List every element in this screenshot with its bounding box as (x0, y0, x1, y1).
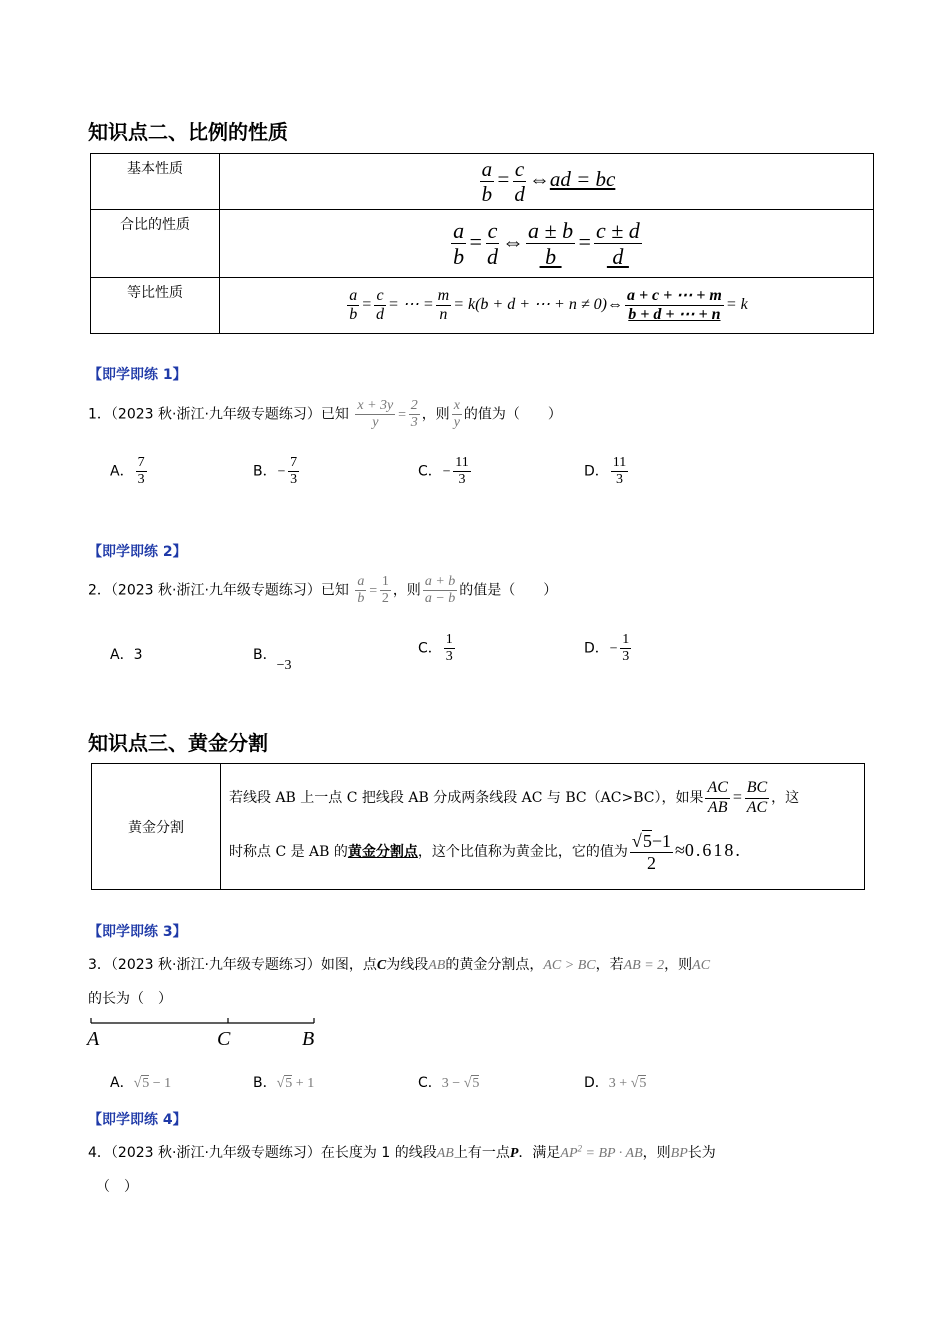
exercise2-option-b[interactable]: B．−3 (253, 647, 292, 673)
point-label-b: B (302, 1028, 315, 1050)
exercise3-option-d[interactable]: D．3 + √5 (584, 1075, 647, 1091)
exercise3-option-a[interactable]: A．√5 − 1 (110, 1075, 172, 1091)
point-label-c: C (217, 1028, 231, 1050)
exercise3-question-line2: 的长为（ ） (88, 991, 172, 1007)
exercise1-tag: 【即学即练 1】 (88, 367, 187, 383)
row-label-equal: 等比性质 (91, 278, 220, 334)
exercise4-tag: 【即学即练 4】 (88, 1112, 187, 1128)
golden-section-label: 黄金分割 (92, 764, 221, 890)
point-label-a: A (87, 1028, 100, 1050)
exercise1-option-b[interactable]: B．− $\frac{7}{3}$ (253, 455, 298, 488)
row-label-basic: 基本性质 (91, 154, 220, 210)
golden-section-definition: 若线段 AB 上一点 C 把线段 AB 分成两条线段 AC 与 BC（AC>BC），如果 $\frac{AC}{AB}$ = $\frac{BC}{AC}$ ，这 时称点 C 是 AB 的黄金分割点，这个比值称为黄金比，它的值为 $\frac{√5-1}{2}$ ≈0.618. (221, 764, 865, 890)
exercise1-option-c[interactable]: C．− $\frac{11}{3}$ (418, 455, 469, 488)
section2-title: 知识点二、比例的性质 (88, 120, 288, 144)
exercise2-option-c[interactable]: C． $\frac{1}{3}$ (418, 632, 453, 665)
row-label-sum: 合比的性质 (91, 210, 220, 278)
exercise2-option-a[interactable]: A．3 (110, 647, 143, 663)
exercise1-option-d[interactable]: D． $\frac{11}{3}$ (584, 455, 627, 488)
exercise4-question: 4．（2023 秋·浙江·九年级专题练习）在长度为 1 的线段AB上有一点P．满足$AP^2$ = BP · AB，则BP长为 (88, 1143, 716, 1161)
formula-equal: $\frac{a}{b}$ = $\frac{c}{d}$ = ⋯ = $\frac{m}{n}$ = k(b + d + ⋯ + n ≠ 0)⇔ $\frac{a + c + \cdots + m}{b + d + \cdots + n}$ = k (220, 278, 874, 334)
exercise3-question: 3．（2023 秋·浙江·九年级专题练习）如图，点C为线段AB的黄金分割点，AC > BC，若AB = 2，则AC (88, 957, 711, 973)
exercise2-option-d[interactable]: D．− $\frac{1}{3}$ (584, 632, 630, 665)
exercise3-option-c[interactable]: C．3 − √5 (418, 1075, 480, 1091)
section3-title: 知识点三、黄金分割 (88, 731, 268, 755)
formula-basic: $\frac{a}{b}$ = $\frac{c}{d}$ ⇔ad = bc (220, 154, 874, 210)
exercise3-option-b[interactable]: B．√5 + 1 (253, 1075, 315, 1091)
golden-section-table (91, 763, 865, 890)
exercise3-tag: 【即学即练 3】 (88, 924, 187, 940)
formula-sum: $\frac{a}{b}$ = $\frac{c}{d}$ ⇔ $\frac{a \pm b}{b}$ = $\frac{c \pm d}{d}$ (220, 210, 874, 278)
exercise2-question: 2．（2023 秋·浙江·九年级专题练习）已知 $\frac{a}{b}$ = $\frac{1}{2}$ ，则 $\frac{a + b}{a - b}$ 的值是（ ） (88, 574, 558, 607)
exercise4-question-line2: （ ） (96, 1179, 138, 1195)
segment-figure (86, 1015, 326, 1051)
exercise1-option-a[interactable]: A． $\frac{7}{3}$ (110, 455, 145, 488)
proportion-properties-table (90, 153, 874, 334)
exercise1-question: 1．（2023 秋·浙江·九年级专题练习）已知 $\frac{x + 3y}{y}$ = $\frac{2}{3}$ ，则 $\frac{x}{y}$ 的值为（ ） (88, 398, 562, 431)
exercise2-tag: 【即学即练 2】 (88, 544, 187, 560)
